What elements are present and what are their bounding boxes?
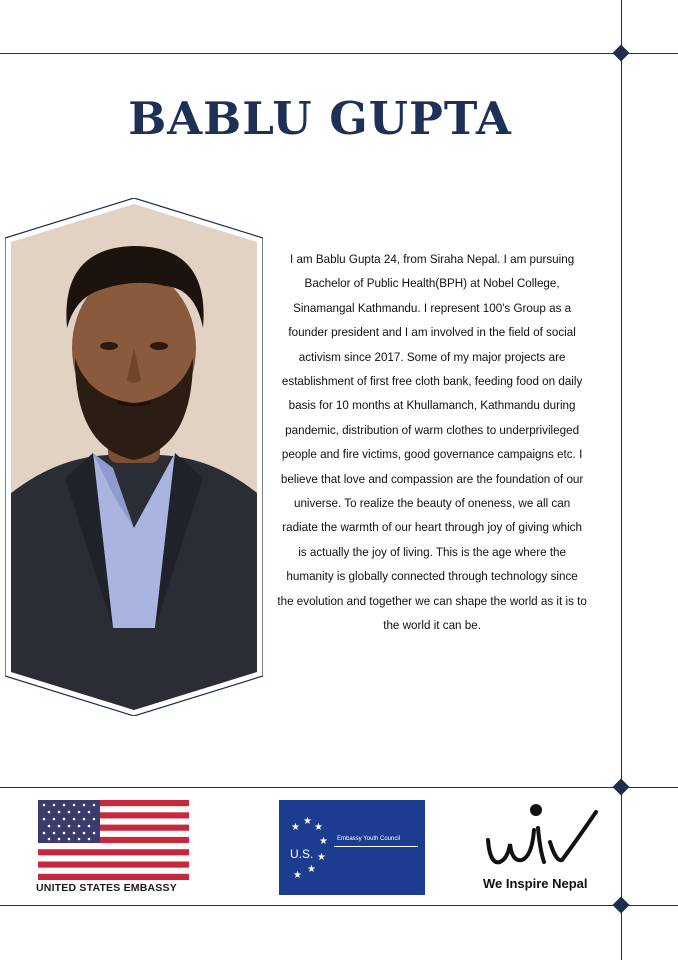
eyc-us-text: U.S.: [290, 847, 314, 861]
svg-text:★: ★: [307, 864, 316, 875]
svg-text:★: ★: [319, 836, 328, 847]
svg-text:★: ★: [317, 852, 326, 863]
portrait-photo: [5, 198, 263, 716]
svg-text:★: ★: [314, 822, 323, 833]
svg-text:★: ★: [291, 822, 300, 833]
us-embassy-label: UNITED STATES EMBASSY: [36, 882, 177, 894]
us-flag-icon: [38, 800, 189, 880]
page-title: BABLU GUPTA: [128, 92, 512, 145]
svg-text:★: ★: [303, 816, 312, 827]
top-corner-diamond: [613, 45, 630, 62]
bottom-corner-diamond: [613, 897, 630, 914]
eyc-name-text: Embassy Youth Council: [337, 836, 401, 842]
footer-bottom-line: [0, 905, 678, 906]
embassy-youth-council-logo: [279, 800, 425, 895]
top-frame-line: [0, 53, 678, 54]
footer-corner-diamond: [613, 779, 630, 796]
svg-text:★: ★: [293, 870, 302, 881]
biography-text: I am Bablu Gupta 24, from Siraha Nepal. I am pursuing Bachelor of Public Health(BPH) at Nobel College, Sinamangal Kathmandu. I represent 100's Group as a founder president and I am involved in the field of social activism since 2017. Some of my major projects are establishment of first free cloth bank, feeding food on daily basis for 10 months at Khullamanch, Kathmandu during pandemic, distribution of warm clothes to underprivileged people and fire victims, good governance campaigns etc. I believe that love and compassion are the foundation of our universe. To realize the beauty of oneness, we all can radiate the warmth of our heart through joy of giving which is actually the joy of living. This is the age where the humanity is globally connected through technology since the evolution and together we can shape the world as it is to the world it can be.: [277, 252, 587, 633]
footer-top-line: [0, 787, 678, 788]
we-inspire-nepal-label: We Inspire Nepal: [483, 876, 588, 891]
